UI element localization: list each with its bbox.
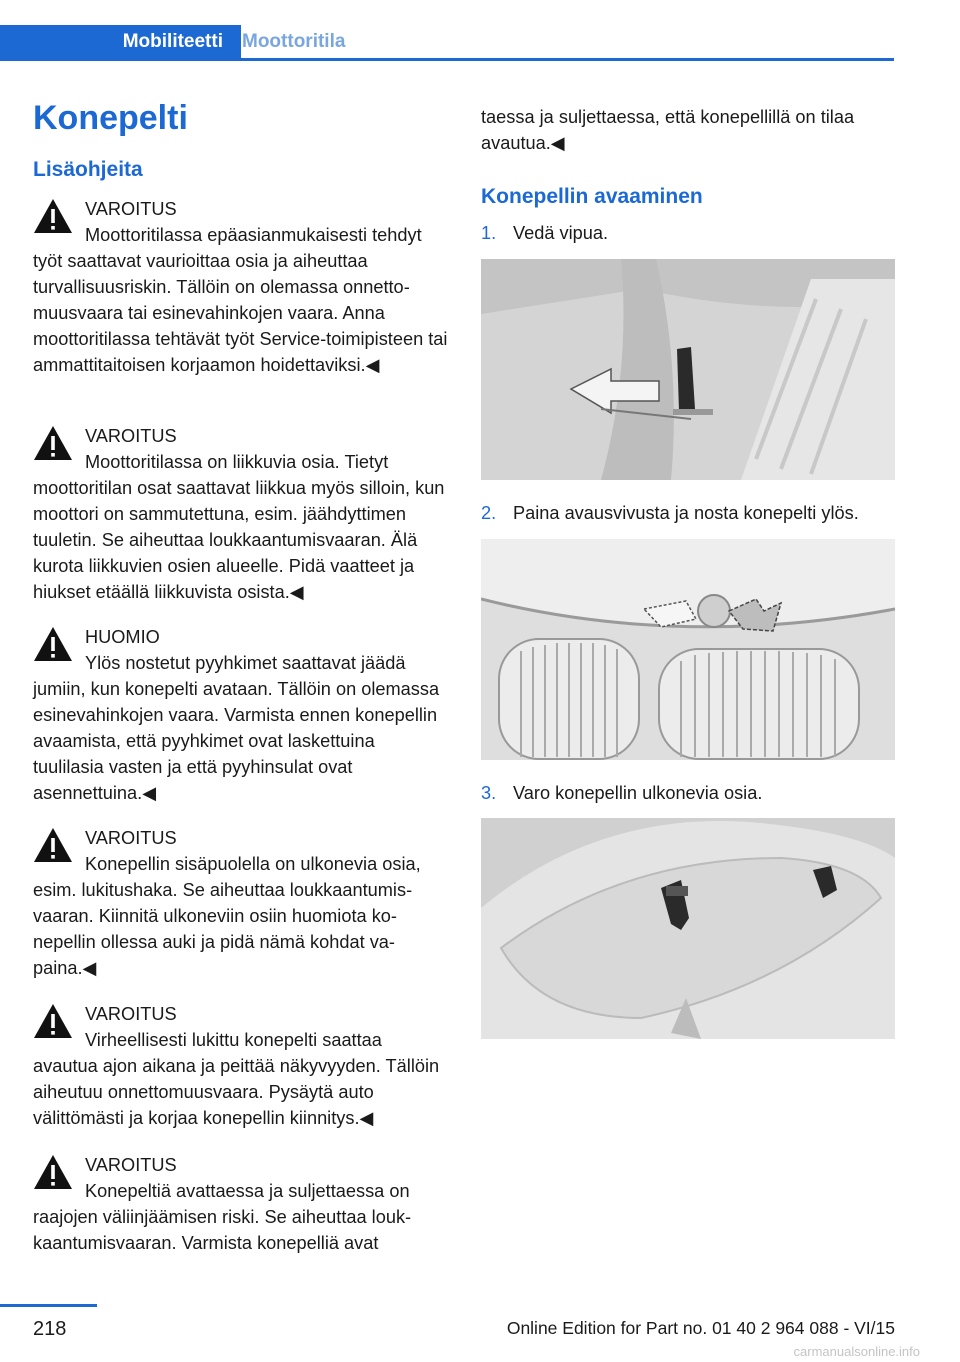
warning-heading: HUOMIO [85,627,160,647]
warning-text: Konepeltiä avattaessa ja suljettaessa on raajojen väliinjäämisen riski. Se aiheuttaa loukkaantumisvaaran. Varmista konepelliä avat [33,1181,412,1253]
warning-block [33,624,449,806]
tab-mobiliteetti[interactable]: Mobiliteetti [0,25,241,61]
watermark: carmanualsonline.info [793,1344,920,1359]
warning-heading: VAROITUS [85,828,177,848]
step-text: Vedä vipua. [513,223,609,243]
warning-triangle-icon [33,425,73,461]
step-number: 3. [481,783,497,803]
lever-illustration [481,259,895,480]
warning-heading: VAROITUS [85,1004,177,1024]
step-text: Varo konepellin ulkonevia osia. [513,783,763,803]
warning-triangle-icon [33,827,73,863]
footer-rule [0,1304,97,1307]
warning-triangle-icon [33,1003,73,1039]
hood-grille-illustration [481,539,895,760]
warning-block [33,1152,449,1256]
warning-text: Moottoritilassa epäasianmukaisesti tehdyt työt saattavat vaurioittaa osia ja aiheuttaa turvallisuusriskin. Tällöin on olemassa onnettomuusvaara tai esinevahinkojen vaara. Anna moottoritilassa tehtävät työt Service-toimipisteen tai ammattitaitoisen korjaamon hoidettaviksi.◀ [33,225,448,375]
warning-text: Konepellin sisäpuolella on ulkonevia osia, esim. lukitushaka. Se aiheuttaa loukkaantumisvaaran. Kiinnitä ulkoneviin osiin huomiota konepellin ollessa auki ja pidä nämä kohdat vapaina.◀ [33,854,421,978]
tab-moottoritila[interactable]: Moottoritila [242,31,346,52]
warning-text: Ylös nostetut pyyhkimet saattavat jäädä jumiin, kun konepelti avataan. Tällöin on olemassa esinevahinkojen vaara. Varmista ennen konepellin avaamista, että pyyhkimet ovat laskettuina tuulilasia vasten ja että pyyhinsulat ovat asennettuina.◀ [33,653,440,803]
hood-underside-illustration [481,818,895,1039]
warning-heading: VAROITUS [85,1155,177,1175]
warning-triangle-icon [33,626,73,662]
step-text: Paina avausvivusta ja nosta konepelti ylös. [513,503,859,523]
warning-text: Virheellisesti lukittu konepelti saattaa avautua ajon aikana ja peittää näkyvyyden. Tällöin aiheutuu onnettomuusvaara. Pysäytä auto välittömästi ja korjaa konepellin kiinnitys.◀ [33,1030,440,1128]
header-rule [0,58,894,61]
warning-triangle-icon [33,1154,73,1190]
warning-heading: VAROITUS [85,426,177,446]
warning-text: Moottoritilassa on liikkuvia osia. Tietyt moottoritilan osat saattavat liikkua myös silloin, kun moottori on sammutettuna, esim. jäähdyttimen tuuletin. Se aiheuttaa loukkaantumisvaaran. Älä kurota liikkuvien osien alueelle. Pidä vaatteet ja hiukset etäällä liikkuvista osista.◀ [33,452,445,602]
page-title: Konepelti [33,99,188,137]
warning-block [33,825,449,981]
header-tabs [0,25,894,61]
edition-note: Online Edition for Part no. 01 40 2 964 088 - VI/15 [506,1318,895,1338]
section-subtitle: Lisäohjeita [33,158,143,181]
step-number: 1. [481,223,497,243]
step-number: 2. [481,503,497,523]
warning-heading: VAROITUS [85,199,177,219]
section-title-opening: Konepellin avaaminen [481,185,703,208]
warning-block [33,196,449,378]
warning-block [33,423,449,605]
continuation-text: taessa ja suljettaessa, että konepellillä on tilaa avautua.◀ [481,107,855,153]
warning-block [33,1001,449,1131]
page-number: 218 [33,1318,67,1340]
warning-triangle-icon [33,198,73,234]
